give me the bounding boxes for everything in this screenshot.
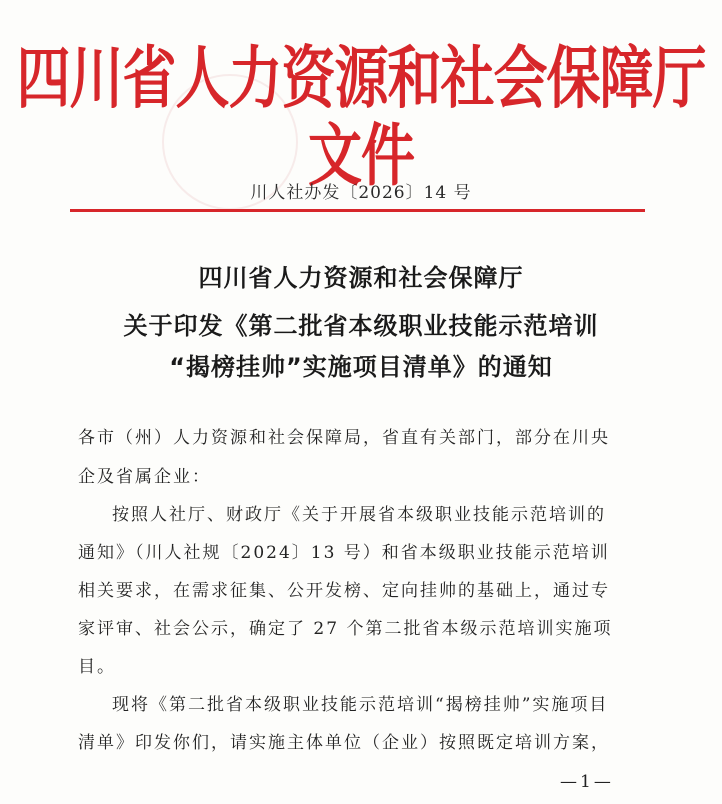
notice-title-line-2: 关于印发《第二批省本级职业技能示范培训	[123, 312, 599, 340]
red-divider-line	[70, 209, 645, 212]
body-line: 相关要求，在需求征集、公开发榜、定向挂帅的基础上，通过专	[78, 581, 610, 601]
body-line: 按照人社厅、财政厅《关于开展省本级职业技能示范培训的	[112, 505, 606, 525]
agency-header-title: 四川省人力资源和社会保障厅文件	[16, 38, 706, 195]
body-line: 各市（州）人力资源和社会保障局，省直有关部门，部分在川央	[78, 428, 610, 448]
page-number: —1—	[560, 772, 614, 792]
document-number: 川人社办发〔2026〕14 号	[250, 183, 472, 203]
body-line: 家评审、社会公示，确定了 27 个第二批省本级示范培训实施项	[78, 619, 613, 639]
body-line: 清单》印发你们，请实施主体单位（企业）按照既定培训方案，	[78, 733, 610, 753]
notice-title-line-1: 四川省人力资源和社会保障厅	[198, 264, 524, 292]
body-line: 通知》（川人社规〔2024〕13 号）和省本级职业技能示范培训	[78, 543, 610, 563]
notice-title-line-3: “揭榜挂帅”实施项目清单》的通知	[169, 353, 553, 381]
body-line: 目。	[78, 657, 116, 677]
body-line: 企及省属企业：	[78, 467, 211, 487]
body-line: 现将《第二批省本级职业技能示范培训“揭榜挂帅”实施项目	[112, 695, 609, 715]
